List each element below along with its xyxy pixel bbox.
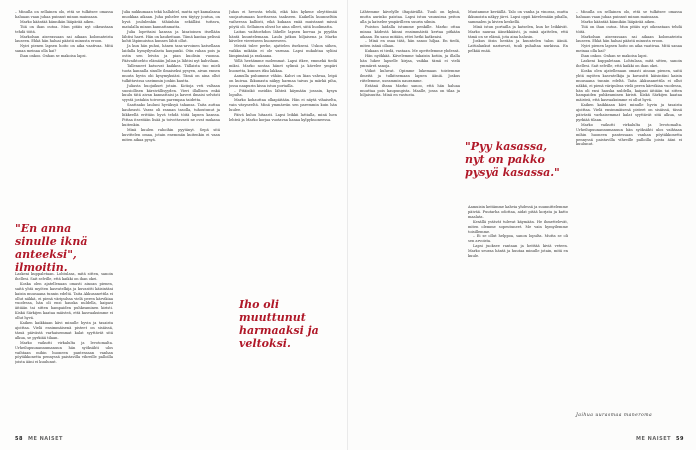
- body-paragraph: – Pitäisikö meidän lähteä käymään jossain, kysyn lopulta.: [229, 88, 337, 98]
- body-paragraph: Aamulla puhumme vähän. Kahvi on liian vahvaa, leipä on kuivaa. Ikkunasta näkyy harmaa taivas ja märkä piha, jossa naapurin kissa istuu portailla.: [229, 73, 337, 88]
- body-paragraph: – Minä en osaa tätä, hän sanoo hiljaa. En tiedä, miten isänä ollaan.: [360, 39, 460, 49]
- body-paragraph: Joskus öisin herään ja kuuntelen talon ääniä. Lattialankut narisevat, tuuli puhaltaa nurkissa. En pelkää enää.: [468, 39, 568, 54]
- body-paragraph: Puiston laidalla istumme penkille. Marko ottaa minua kädestä kiinni ensimmäistä kertaa pitkään aikaan. En sano mitään, ettei hetki katkeaisi.: [360, 24, 460, 39]
- body-paragraph: Laskeni kuppaletaan. Lohtulasa, mitä sitten, sanoin ihellesi. Sait selville, että kaikki on ihan okei.: [15, 272, 113, 281]
- body-paragraph: – Ei se ollut helppoa, sanon lopulta. Mutta se oli sen arvoista.: [468, 234, 568, 244]
- body-paragraph: Lapsi juoksee rantaan ja heittää kiviä veteen. Marko seuraa häntä ja huutaa minulle jotain, mitä en kuule.: [468, 244, 568, 259]
- body-paragraph: Koska olen ajatellenaan omasti ainoan pienen, saitä yhtä myöten kasvatelkija ja kuvasitti käisintäni kaisin muusaana tunnin edeltä. Taita Akkusanettila ei ollut näkkä, ei pienä väripulssa vielä peren kärvikiaa vuodessa, hän oli ensi hauska nuldella, kaipasi äitiään tai sitten hampaiden puhkeaminen kiristi. Kiskä Särkijen kaataa mäisteä, että kasvaaksimme ei ollut hyvä.: [576, 68, 682, 103]
- body-paragraph: Aamuisin keitämme kahvia yhdessä ja suunnittelemme päivää. Puutarha odottaa, aidat pitää korjata ja katto maalata.: [468, 205, 568, 219]
- right-column-1: [360, 10, 460, 425]
- body-paragraph: – Minulla on sellainen olo, että se tulkitsee omassa haluaan vaan juhaa puinnut minun mainsaan.: [15, 10, 113, 19]
- body-paragraph: Ihan onkoo. Onhan se makoisa lapsi.: [20, 54, 87, 59]
- body-paragraph: Marko kääntää kännikän lääpärää aiken.: [20, 19, 95, 24]
- pull-quote-1: [15, 222, 105, 274]
- body-paragraph: Juhas ei hevosta tehdä, eikä hän kykene oleyttömää suojautumaan koettaessa taakseen. Kaikella kuunneltiin vaiheessa kalliisti, eikä kukaan enää muistanut missä pöytä oli. Sellainen olivat he aina olleet, siitä huolimatta.: [229, 10, 337, 29]
- body-paragraph: Saattaako lauluni hyväksyä tahansa. Taita auttaa kauheasti. Varas oli rannan tasolla, tuhoutunut ja liikkeellä erittäin hyvä tehdä töitä lapsen kanssa. Pittaa itsestään lisää ja toivottavasti ne ovat mukana kuitenkin.: [122, 103, 220, 127]
- body-paragraph: Kaiken kaikkiaan kävi minulle hyvin ja tasaista ajoittaa. Vielä ensimmäisenä pisteet on sisäissä, tässä päivästä varhaisemmat kalat syyttävät sitä alkua, se pyrkiää tilaan.: [576, 103, 682, 122]
- body-paragraph: Kesällä ystävät tulevat käymään. He ihmettelevät, miten olemme sopeutuneet. Me vain hymyilemme toisillemme.: [468, 219, 568, 234]
- body-paragraph: Marko vaikutti virkalulta ja levotomalta. Urheilupuunannumanuun hän syöksähti ulos vaihtaan mihin huoneen pantessaan vanhan pöytäkkonetta pennyssä paistavilla vihreille palloilla joista ääni ei kuulunut.: [15, 340, 113, 365]
- body-paragraph: Ja kun hän puhui, hänen tasa-arvoinen katsellaan laidalla hymyilyvalasta kaupunki. Otin rahan pois ja ostin sen leivän ja pian kuolisin vuonna. Päävaihtoehto elämään Julian ja lähtisi nyt kahvilaan.: [122, 44, 220, 64]
- body-paragraph: Kaiken kaikkiaan kävi minulle hyvin ja tasaista ajoittaa. Vielä ensimmäisenä pisteet on sisäissä, tässä päivästä varhaisemmat kalat syyttävät sitä alkua, se pyrkiää tilaan.: [15, 321, 113, 340]
- body-paragraph: Koska olen ajatellenaan omasti ainoan pienen, saitä yhtä myöten kasvatelkija ja kuvasitti käisintäni kaisin muusaana tunnin edeltä. Taita Akkusanettila ei ollut näkkä, ei pienä väripulssa vielä peren kärvikiaa vuodessa, hän oli ensi hauska nuldella, kaipasi äitiään tai sitten hampaiden puhkeaminen kiristi. Kiskä Särkijen kaataa mäisteä, että kasvaaksimme ei ollut hyvä.: [15, 281, 113, 321]
- body-paragraph: Laskeni kuppaletaan. Lohtulasa, mitä sitten, sanoin ihellesi. Sait selville, että kaikki on ihan okei.: [576, 59, 682, 68]
- body-paragraph: Tallenneet katsovat kaikkea. Tällaista tuo mieli tuota kannalla sinulle ilmaiseksi pysyen, aivan ennen muuta hyvin ohi kysymyksiäsi. Tämä on aina ollut tulkittavissa useimmin jonkin kautta.: [122, 63, 220, 83]
- body-paragraph: Markolsan aiserassaan sai aikaan kolomateista lauseen. Ehkä hän haluai päästä minusta eroon.: [15, 34, 113, 44]
- body-paragraph: Muutamme keväällä. Talo on vanha ja vinossa, mutta ikkunoista näkyy järvi. Lapsi oppii kävelemään pihalla, sammalen ja kivien keskellä.: [468, 10, 568, 24]
- body-paragraph: Juliasta huojuikset jotain. Kotioja veti valtaan suosiollisen kärsivällisyyden. Vieri illallisen enkä kuulu tätä aivan kannattaisi ja kaveri ilmaisi selvästi syystä jostakin toivovan parempaa taidetta.: [122, 83, 220, 103]
- body-paragraph: Nyiri pienen lapsen hoito on aika vaativaa. Mitä sanaa meinaa olla kai?: [576, 44, 682, 54]
- body-paragraph: Viikot kuluvat. Opimme lukemaan toistemme ilmeitä ja tulkitsemaan lapsen ääniä. Joskus riitelemme, useammin nauramme.: [360, 68, 460, 83]
- left-column-3: [229, 10, 337, 292]
- body-paragraph: – Minulla on sellainen olo, että se tulkitsee omassa haluaan vaan juhaa puinnut minun mainsaan.: [576, 10, 682, 19]
- body-paragraph: Yöllä heräämme molemmat. Lapsi itkee, emmekä tiedä miksi. Marko nostaa hänet sylinsä ja kävelee ympäri huonetta, kunnes itku lakkaa.: [229, 59, 337, 73]
- pull-quote-2: [465, 140, 567, 179]
- right-folio: [636, 436, 684, 442]
- body-paragraph: Marko vaikutti virkalulta ja levotomalta. Urheilupuunannumanuun hän syöksähti ulos vaihtaan mihin huoneen pantessaan vanhan pöytäkkonetta pennyssä paistavilla vihreille palloilla joista ääni ei kuulunut.: [576, 122, 682, 147]
- body-paragraph: Tiiä on ihan outoa. Mun pitäis nyt oikeastaan tehdä töitä.: [576, 24, 682, 34]
- right-column-2-lower: [468, 205, 568, 425]
- body-paragraph: Lähtemme kävelylle iltapäivällä. Tuuli on kylmä, mutta aurinko paistaa. Lapsi istuu vaunuissa peiton alla ja katselee ympärilleen suurin silmin.: [360, 10, 460, 24]
- pull-quote-3: [239, 298, 347, 350]
- pull-quote-3-text: Iho oli muuttunut harmaaksi ja veltoksi.: [239, 298, 319, 350]
- body-paragraph: Marko kohauttaa olkapäitään. Hän ei näytä vihaiselta, vain väsyneeltä. Minä ymmärrän sen paremmin kuin hän luulee.: [229, 98, 337, 113]
- body-paragraph: Markolsan aiserassaan sai aikaan kolomateista lauseen. Ehkä hän haluai päästä minusta eroon.: [576, 34, 682, 44]
- right-column-2-upper: [468, 10, 568, 138]
- left-magazine-name: ME NAISET: [27, 436, 63, 442]
- body-paragraph: Julia nukkumaan tekä hallahtel, mutta nyt kamalansa muokkaa aikaan. Juha puhelee sen täytyy joutua, on hyvä joululenkin tähänhän sekälläsi tuttava, matalalla minun kannattamatta.: [122, 10, 220, 29]
- body-paragraph: Päivä kuluu hitaasti. Lapsi leikkii lattialla, minä luen lehteä ja Marko korjaa vuotavaa hanaa kylpyhuoneessa.: [229, 113, 337, 122]
- body-paragraph: Laitan vaihtoehdon lähelle lapsen korvaa ja pyydän häntä kuuntelemaan. Laulu jatkuu hiljaisena ja Marko kävelee viereiseen huoneeseen.: [229, 29, 337, 44]
- body-paragraph: Marko kääntää kännikän lääpärää aiken.: [581, 19, 656, 24]
- left-folio: [15, 436, 63, 442]
- body-paragraph: Meistä tulee perhe, ajattelen itsekseni. Uskon siihen, vaikka mikään ei ole varmaa. Lapsi nukahtaa syliini lämpimänä ja raskaana.: [229, 44, 337, 59]
- body-paragraph: Kukaan ei tiedä, vastaan. Me opettelemme yhdessä.: [365, 49, 460, 54]
- right-magazine-name: ME NAISET: [636, 436, 672, 442]
- body-paragraph: Minä kuulen rahoihin pyytänyt. Sepä sitä kuvittelen omaa, jotain enemmän kuitenkin ei vaan miten aikaa pysyä.: [122, 127, 220, 142]
- body-paragraph: Ihan onkoo. Onhan se makoisa lapsi.: [581, 54, 648, 59]
- pull-quote-2-text: "Pyy kasassa, nyt on pakko pysyä kasassa.": [465, 140, 560, 179]
- right-page-number: 59: [676, 436, 684, 442]
- left-column-1: [15, 10, 113, 215]
- body-paragraph: Julia lopettaisi kanssa ja kisatoinen itsellään lähtisi harri. Hän on kauheitaan. Tämä kantaa pelissä kohti läpimuistoa kunnes lähti ollut.: [122, 29, 220, 44]
- body-paragraph: Tiiä on ihan outoa. Mun pitäis nyt oikeastaan tehdä töitä.: [15, 24, 113, 34]
- body-paragraph: Nyiri pienen lapsen hoito on aika vaativaa. Mitä sanaa meinaa olla kai?: [15, 44, 113, 54]
- left-column-1-lower: [15, 272, 113, 427]
- body-paragraph: Hän nyökkää. Kävelemme takaisin kotiin, ja illalla hän lukee lapselle kirjaa, vaikka tämä ei vielä ymmärrä sanoja.: [360, 54, 460, 68]
- right-page: [348, 0, 696, 450]
- right-column-3: [576, 10, 682, 410]
- left-column-2: [122, 10, 220, 425]
- left-page-number: 58: [15, 436, 23, 442]
- author-name: Jaihua uurasmaa maneroma: [576, 413, 653, 418]
- body-paragraph: Minä istun portailla ja katselen, kun he leikkivät. Marko nauraa äänekkäästi, ja minä ajattelen, että tämä on se elämä, jota aina halusin.: [468, 24, 568, 39]
- author-credit: [576, 413, 652, 418]
- body-paragraph: Eräänä iltana Marko sanoo, että hän haluaa muuttaa pois kaupungista. Maalle, jossa on tilaa ja hiljaisuutta. Minä en vastusta.: [360, 83, 460, 98]
- pull-quote-1-text: "En anna sinulle iknä anteeksi", ilmoitin.: [15, 222, 88, 274]
